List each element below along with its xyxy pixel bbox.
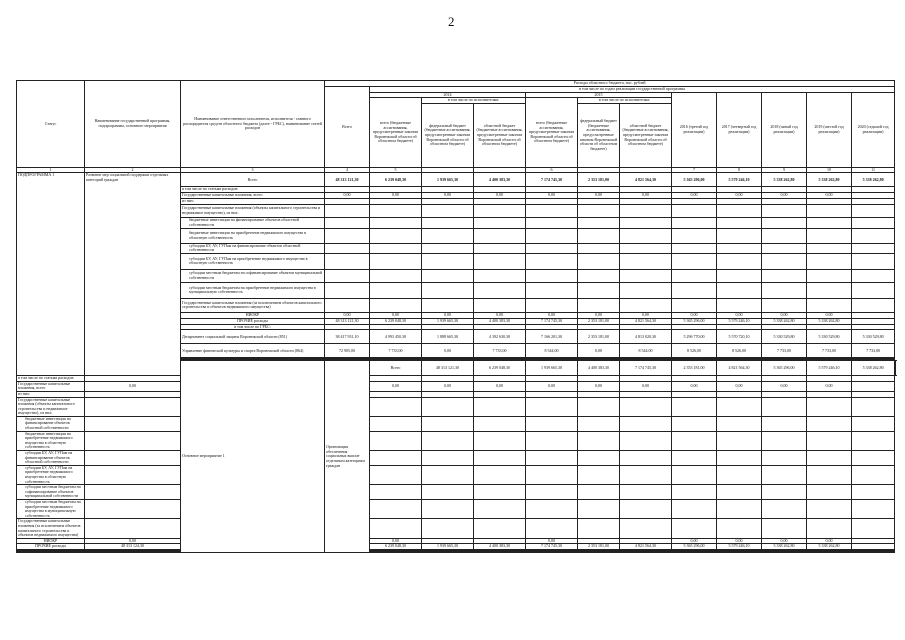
row-label: ПРОЧИЕ расходы: [17, 544, 85, 550]
value-cell: 5 338 262,80: [852, 361, 895, 376]
col-num: 8: [717, 167, 762, 173]
value-cell: 0,00: [762, 312, 807, 318]
row-label: Всего: [181, 173, 325, 187]
col-num: 11: [852, 167, 895, 173]
col-num: 7: [672, 167, 717, 173]
value-cell: 0,00: [672, 192, 717, 198]
col-num: 4: [325, 167, 370, 173]
header-by-executors-2015: в том числе по исполнителям:: [578, 98, 672, 104]
value-cell: 0,00: [578, 344, 620, 358]
value-cell: 0,00: [526, 538, 578, 544]
value-cell: 5 579 246,10: [717, 544, 762, 550]
value-cell: 8 526,00: [672, 344, 717, 358]
row-label: субсидии БУ, АУ, ГУПам на приобретение недвижимого имущества в областную собственность: [181, 253, 325, 269]
value-cell: 0,00: [672, 538, 717, 544]
value-cell: 4 993 450,30: [370, 330, 422, 344]
row-label: в том числе по статьям расходов:: [17, 376, 85, 382]
value-cell: 0,00: [717, 312, 762, 318]
value-cell: 0,00: [474, 192, 526, 198]
value-cell: 0,00: [370, 192, 422, 198]
value-cell: 5 338 262,80: [852, 173, 895, 187]
header-by-years: в том числе по годам реализации государственной программы: [370, 87, 895, 93]
table-row: [17, 397, 896, 416]
value-cell: 1 939 665,30: [526, 361, 578, 376]
header-total-2015: всего (бюджетные ассигнования, предусмотренные законом Воронежской области об областном бюджете): [526, 98, 578, 168]
header-2018: 2018 (пятый год реализации): [762, 92, 807, 167]
value-cell: 0,00: [672, 312, 717, 318]
value-cell: 5 338 262,80: [807, 544, 852, 550]
row-label: из них:: [17, 391, 85, 397]
value-cell: 2 353 181,00: [672, 361, 717, 376]
row-label: субсидии местным бюджетам на софинансирование объектов муниципальной собственности: [181, 269, 325, 282]
header-year-2015: 2015: [526, 92, 672, 98]
value-cell: 6 239 048,30: [474, 361, 526, 376]
value-cell: 2 353 181,00: [578, 173, 620, 187]
value-cell: 2 353 181,00: [578, 330, 620, 344]
table-row: [17, 431, 896, 450]
value-cell: 2 353 181,00: [578, 544, 620, 550]
header-2020: 2020 (седьмой год реализации): [852, 92, 895, 167]
header-total-2014: всего (бюджетные ассигнования, предусмотренные законом Воронежской области об областном бюджете): [370, 98, 422, 168]
value-cell: 0,00: [807, 312, 852, 318]
col-num: 3: [181, 167, 325, 173]
value-cell: 0,00: [422, 381, 474, 391]
value-cell: 4 400 383,30: [578, 361, 620, 376]
row-label: Всего: [370, 361, 422, 376]
col-num: 1: [17, 167, 85, 173]
row-label: субсидии местным бюджетам на софинансирование объектов муниципальной собственности: [17, 485, 85, 500]
status-cell: ПОДПРОГРАММА 1: [17, 173, 85, 376]
row-label: субсидии БУ, АУ, ГУПам на финансирование объектов областной собственности: [17, 451, 85, 466]
row-label: Управление физической культуры и спорта Воронежской области (864): [181, 344, 325, 358]
row-label: Государственные капитальные вложения, всего: [17, 381, 85, 391]
value-cell: 0,00: [85, 381, 181, 391]
page-number: 2: [448, 14, 455, 29]
row-label: Государственные капитальные вложения (за исключением объектов капитального строительства и объектов недвижимого имущества): [17, 519, 85, 538]
value-cell: 5 338 262,80: [762, 173, 807, 187]
value-cell: 7 733,00: [807, 344, 852, 358]
col-num: 9: [762, 167, 807, 173]
value-cell: 0,00: [474, 312, 526, 318]
value-cell: 48 313 124,30: [85, 544, 181, 550]
value-cell: 5 579 246,10: [807, 361, 852, 376]
row-label: субсидии местным бюджетам на приобретение недвижимого имущества в муниципальную собственность: [17, 499, 85, 518]
value-cell: 0,00: [422, 344, 474, 358]
value-cell: 7 174 745,30: [620, 361, 672, 376]
value-cell: 5 338 262,80: [762, 544, 807, 550]
header-federal-2015: федеральный бюджет (бюджетные ассигнования, предусмотренные законом Воронежской области об областном бюджете): [578, 103, 620, 167]
value-cell: 5 365 296,00: [672, 318, 717, 324]
table-row: [17, 485, 896, 500]
value-cell: 0,00: [620, 312, 672, 318]
row-label: бюджетные инвестиции на приобретение недвижимого имущества в областную собственность: [181, 228, 325, 243]
value-cell: 5 579 246,10: [717, 173, 762, 187]
row-label: Государственные капитальные вложения, всего: [181, 192, 325, 198]
value-cell: 6 239 048,30: [370, 318, 422, 324]
value-cell: 5 365 296,00: [762, 361, 807, 376]
value-cell: 2 353 181,00: [578, 318, 620, 324]
value-cell: 8 526,00: [717, 344, 762, 358]
name-cell: Организация обеспечения социальных выплат отдельным категориям граждан: [325, 361, 370, 553]
budget-table: [16, 80, 896, 553]
row-label: в том числе по ГРБС:: [181, 324, 325, 330]
header-expenses-title: Расходы областного бюджета, тыс. рублей: [325, 81, 895, 87]
table-row: [17, 519, 896, 538]
status-cell: Основное мероприятие 1: [181, 361, 325, 553]
value-cell: 5 570 720,10: [717, 330, 762, 344]
value-cell: 0,00: [717, 381, 762, 391]
value-cell: 0,00: [526, 192, 578, 198]
value-cell: 5 338 262,80: [762, 318, 807, 324]
value-cell: 7 174 745,30: [526, 544, 578, 550]
value-cell: 0,00: [422, 312, 474, 318]
value-cell: 72 905,00: [325, 344, 370, 358]
value-cell: 0,00: [370, 381, 422, 391]
col-num: 5: [370, 167, 422, 173]
header-grbs: Наименование ответственного исполнителя, исполнителя - главного распорядителя средств областного бюджета (далее - ГРБС), наименование статей расходов: [181, 81, 325, 168]
header-year-2014: 2014: [370, 92, 526, 98]
row-label: Департамент социальной защиты Воронежской области (851): [181, 330, 325, 344]
value-cell: 8 544,00: [526, 344, 578, 358]
value-cell: 0,00: [807, 192, 852, 198]
value-cell: 5 330 529,80: [762, 330, 807, 344]
value-cell: 5 330 529,80: [807, 330, 852, 344]
row-label: субсидии БУ, АУ, ГУПам на приобретение недвижимого имущества в областную собственность: [17, 465, 85, 484]
row-label: Государственные капитальные вложения (объекты капитального строительства и недвижимое имущество), из них:: [17, 397, 85, 416]
table-row: [17, 381, 896, 391]
row-label: НИОКР: [17, 538, 85, 544]
value-cell: 7 174 745,30: [526, 318, 578, 324]
value-cell: 5 338 262,80: [807, 173, 852, 187]
header-2019: 2019 (шестой год реализации): [807, 92, 852, 167]
value-cell: 0,00: [526, 381, 578, 391]
value-cell: 5 296 770,00: [672, 330, 717, 344]
row-label: НИОКР: [181, 312, 325, 318]
value-cell: 7 174 745,30: [526, 173, 578, 187]
value-cell: 8 544,00: [620, 344, 672, 358]
header-regional-2014: областной бюджет (бюджетные ассигнования, предусмотренные законом Воронежской области об областном бюджете): [474, 103, 526, 167]
value-cell: 4 400 383,30: [474, 544, 526, 550]
value-cell: 5 330 529,80: [852, 330, 895, 344]
value-cell: 1 888 665,30: [422, 330, 474, 344]
value-cell: 0,00: [807, 381, 852, 391]
header-name: Наименование государственной программы, подпрограммы, основного мероприятия: [85, 81, 181, 168]
table-row: [17, 173, 896, 187]
row-label: из них:: [181, 198, 325, 204]
value-cell: 7 733,00: [370, 344, 422, 358]
row-label: бюджетные инвестиции на финансирование объектов областной собственности: [181, 217, 325, 228]
col-num: 2: [85, 167, 181, 173]
value-cell: 48 313 121,30: [325, 173, 370, 187]
value-cell: 0,00: [370, 538, 422, 544]
value-cell: 4 400 383,30: [474, 318, 526, 324]
table-row: [17, 499, 896, 518]
value-cell: 0,00: [620, 192, 672, 198]
value-cell: 0,00: [578, 381, 620, 391]
row-label: в том числе по статьям расходов:: [181, 187, 325, 193]
value-cell: 1 939 665,30: [422, 173, 474, 187]
value-cell: 6 239 048,30: [370, 544, 422, 550]
name-cell: Развитие мер социальной поддержки отдельных категорий граждан: [85, 173, 181, 376]
header-federal-2014: федеральный бюджет (бюджетные ассигнования, предусмотренные законом Воронежской области об областном бюджете): [422, 103, 474, 167]
value-cell: 4 821 564,30: [717, 361, 762, 376]
value-cell: 7 733,00: [852, 344, 895, 358]
value-cell: 0,00: [762, 381, 807, 391]
row-label: ПРОЧИЕ расходы: [181, 318, 325, 324]
table-row: [17, 416, 896, 431]
value-cell: 1 939 665,30: [422, 544, 474, 550]
value-cell: 4 813 020,30: [620, 330, 672, 344]
value-cell: 0,00: [620, 381, 672, 391]
value-cell: 0,00: [325, 192, 370, 198]
table-row: [17, 451, 896, 466]
value-cell: 0,00: [578, 192, 620, 198]
value-cell: 4 821 564,30: [620, 544, 672, 550]
value-cell: 4 821 564,30: [620, 318, 672, 324]
value-cell: 0,00: [672, 381, 717, 391]
value-cell: 7 733,00: [474, 344, 526, 358]
value-cell: 48 313 121,30: [422, 361, 474, 376]
header-status: Статус: [17, 81, 85, 168]
value-cell: 5 365 296,00: [672, 173, 717, 187]
table-row: [17, 465, 896, 484]
value-cell: 0,00: [370, 312, 422, 318]
value-cell: 0,00: [578, 312, 620, 318]
row-label: бюджетные инвестиции на приобретение недвижимого имущества в областную собственность: [17, 431, 85, 450]
value-cell: 4 821 564,30: [620, 173, 672, 187]
value-cell: 48 313 121,30: [325, 318, 370, 324]
value-cell: 0,00: [717, 192, 762, 198]
value-cell: 0,00: [807, 538, 852, 544]
value-cell: 6 239 048,30: [370, 173, 422, 187]
value-cell: 38 417 931,10: [325, 330, 370, 344]
value-cell: 4 400 383,30: [474, 173, 526, 187]
row-label: Государственные капитальные вложения (за исключением объектов капитального строительства и объектов недвижимого имущества): [181, 298, 325, 312]
value-cell: 0,00: [422, 192, 474, 198]
header-regional-2015: областной бюджет (бюджетные ассигнования, предусмотренные законом Воронежской области об областном бюджете): [620, 103, 672, 167]
value-cell: 0,00: [526, 312, 578, 318]
value-cell: 0,00: [325, 312, 370, 318]
value-cell: 7 733,00: [762, 344, 807, 358]
value-cell: 0,00: [762, 192, 807, 198]
col-num: 10: [807, 167, 852, 173]
value-cell: 0,00: [762, 538, 807, 544]
row-label: бюджетные инвестиции на финансирование объектов областной собственности: [17, 416, 85, 431]
value-cell: 0,00: [85, 538, 181, 544]
value-cell: 5 365 296,00: [672, 544, 717, 550]
row-label: Государственные капитальные вложения (объекты капитального строительства и недвижимое имущество), из них:: [181, 204, 325, 217]
value-cell: 1 939 665,30: [422, 318, 474, 324]
row-label: субсидии БУ, АУ, ГУПам на финансирование объектов областной собственности: [181, 243, 325, 253]
header-by-executors-2014: в том числе по исполнителям:: [422, 98, 526, 104]
value-cell: 5 338 262,80: [807, 318, 852, 324]
col-num: 6: [526, 167, 578, 173]
header-2016: 2016 (третий год реализации): [672, 92, 717, 167]
value-cell: 7 166 201,30: [526, 330, 578, 344]
header-total: Всего: [325, 87, 370, 168]
value-cell: 0,00: [474, 381, 526, 391]
row-label: субсидии местным бюджетам на приобретение недвижимого имущества в муниципальную собственность: [181, 282, 325, 298]
value-cell: 4 392 630,30: [474, 330, 526, 344]
header-2017: 2017 (четвертый год реализации): [717, 92, 762, 167]
value-cell: 0,00: [717, 538, 762, 544]
value-cell: 5 579 246,10: [717, 318, 762, 324]
